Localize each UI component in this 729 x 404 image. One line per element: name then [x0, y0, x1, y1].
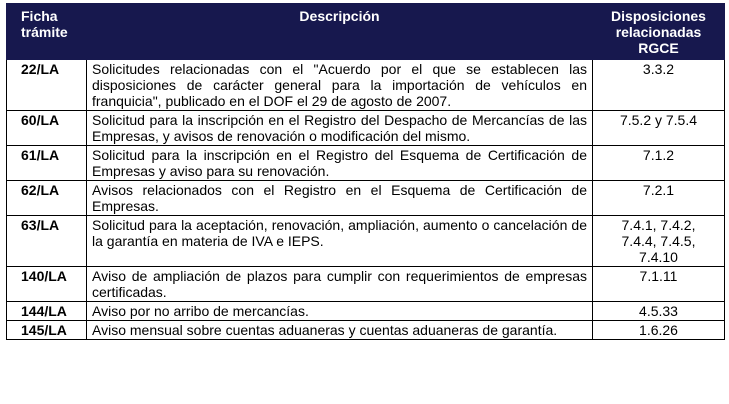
ficha-cell: 60/LA — [7, 111, 87, 146]
header-disposiciones-line-3: RGCE — [638, 40, 679, 56]
rgce-value-line-1: 7.4.1, 7.4.2, — [621, 217, 696, 233]
table-row — [7, 111, 725, 146]
ficha-cell: 140/LA — [7, 267, 87, 302]
table-row — [7, 267, 725, 302]
rgce-value: 7.1.11 — [639, 268, 678, 284]
rgce-cell — [593, 111, 725, 146]
ficha-cell: 144/LA — [7, 302, 87, 321]
rgce-cell — [593, 321, 725, 340]
rgce-cell — [593, 302, 725, 321]
rgce-value: 1.6.26 — [639, 322, 678, 338]
header-disposiciones-line-2: relacionadas — [615, 24, 702, 40]
rgce-value: 7.1.2 — [642, 147, 675, 163]
descripcion-cell: Aviso por no arribo de mercancías. — [87, 302, 593, 321]
document-page — [6, 3, 724, 340]
table-body — [7, 60, 725, 340]
ficha-cell: 22/LA — [7, 60, 87, 111]
header-disposiciones-line-1: Disposiciones — [611, 8, 706, 24]
descripcion-cell: Solicitud para la inscripción en el Registro del Esquema de Certificación de Empresas y aviso para su renovación. — [87, 146, 593, 181]
rgce-cell — [593, 267, 725, 302]
rgce-cell — [593, 216, 725, 267]
header-ficha-line-2: trámite — [21, 24, 68, 40]
ficha-cell: 61/LA — [7, 146, 87, 181]
header-row — [7, 4, 725, 60]
ficha-cell: 63/LA — [7, 216, 87, 267]
descripcion-cell: Aviso de ampliación de plazos para cumplir con requerimientos de empresas certificadas. — [87, 267, 593, 302]
rgce-value: 3.3.2 — [642, 61, 675, 77]
rgce-value-line-3: 7.4.10 — [639, 249, 678, 265]
rgce-cell — [593, 146, 725, 181]
descripcion-cell: Solicitud para la inscripción en el Registro del Despacho de Mercancías de las Empresas, y avisos de renovación o modificación del mismo. — [87, 111, 593, 146]
rgce-value: 7.5.2 y 7.5.4 — [619, 112, 698, 128]
tramites-table — [6, 3, 725, 340]
descripcion-cell: Solicitud para la aceptación, renovación, ampliación, aumento o cancelación de la garantía en materia de IVA e IEPS. — [87, 216, 593, 267]
rgce-cell — [593, 181, 725, 216]
ficha-cell: 145/LA — [7, 321, 87, 340]
table-header — [7, 4, 725, 60]
header-ficha — [7, 4, 87, 60]
table-row — [7, 216, 725, 267]
header-disposiciones — [593, 4, 725, 60]
table-row — [7, 321, 725, 340]
table-row — [7, 60, 725, 111]
rgce-value: 7.2.1 — [642, 182, 675, 198]
rgce-value-line-2: 7.4.4, 7.4.5, — [621, 233, 696, 249]
descripcion-cell: Avisos relacionados con el Registro en el Esquema de Certificación de Empresas. — [87, 181, 593, 216]
descripcion-cell: Solicitudes relacionadas con el "Acuerdo por el que se establecen las disposiciones de carácter general para la importación de vehículos en franquicia", publicado en el DOF el 29 de agosto de 2007. — [87, 60, 593, 111]
rgce-cell — [593, 60, 725, 111]
table-row — [7, 181, 725, 216]
descripcion-cell: Aviso mensual sobre cuentas aduaneras y cuentas aduaneras de garantía. — [87, 321, 593, 340]
header-descripcion: Descripción — [87, 4, 593, 60]
rgce-value: 4.5.33 — [639, 303, 678, 319]
ficha-cell: 62/LA — [7, 181, 87, 216]
header-ficha-line-1: Ficha — [21, 8, 58, 24]
table-row — [7, 302, 725, 321]
table-row — [7, 146, 725, 181]
